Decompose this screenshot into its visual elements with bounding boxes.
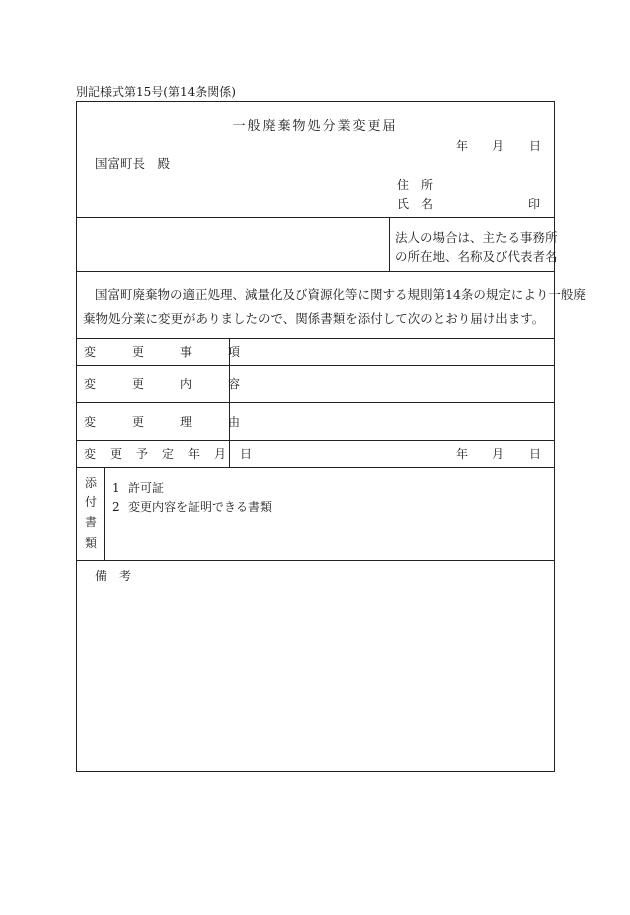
divider-attachments — [76, 560, 555, 561]
divider-row-1 — [76, 365, 555, 366]
row-change-content-label: 変 更 内 容 — [84, 377, 241, 391]
seal-mark: 印 — [528, 197, 541, 211]
form-frame — [76, 101, 555, 772]
name-label: 氏 名 — [397, 197, 434, 211]
attachments-label-char-4: 類 — [85, 536, 98, 550]
divider-header — [76, 217, 555, 218]
statement-line-2: 棄物処分業に変更がありましたので、関係書類を添付して次のとおり届け出ます。 — [83, 311, 545, 326]
row-change-reason-label: 変 更 理 由 — [84, 415, 241, 429]
date-year: 年 — [456, 139, 469, 153]
row-planned-date-label: 変 更 予 定 年 月 日 — [84, 447, 254, 461]
attachment-item-2-number: 2 — [112, 500, 120, 514]
attachment-item-1-text: 許可証 — [128, 481, 165, 495]
corporation-note-line-1: 法人の場合は、主たる事務所 — [395, 230, 558, 245]
divider-corporation-vertical — [389, 217, 390, 271]
divider-row-3 — [76, 440, 555, 441]
divider-corporation — [76, 271, 555, 272]
form-number-label: 別記様式第15号(第14条関係) — [76, 85, 236, 99]
attachment-item-2-text: 変更内容を証明できる書類 — [128, 500, 273, 514]
attachments-label-char-3: 書 — [85, 515, 98, 529]
row-change-item-label: 変 更 事 項 — [84, 345, 241, 359]
date-day: 日 — [529, 139, 542, 153]
attachments-label-char-2: 付 — [85, 495, 98, 509]
date-month: 月 — [492, 139, 505, 153]
remarks-label: 備 考 — [95, 569, 132, 583]
planned-date-month: 月 — [492, 447, 505, 461]
document-title: 一般廃棄物処分業変更届 — [232, 119, 398, 134]
divider-row-4 — [76, 467, 555, 468]
statement-line-1: 国富町廃棄物の適正処理、減量化及び資源化等に関する規則第14条の規定により一般廃 — [95, 287, 586, 302]
corporation-note-line-2: の所在地、名称及び代表者名 — [395, 249, 558, 264]
planned-date-year: 年 — [456, 447, 469, 461]
divider-attachments-vertical — [104, 467, 105, 560]
divider-statement — [76, 338, 555, 339]
planned-date-day: 日 — [529, 447, 542, 461]
attachment-item-1-number: 1 — [112, 481, 120, 495]
addressee: 国富町長 殿 — [95, 156, 171, 171]
attachments-label-char-1: 添 — [85, 476, 98, 490]
divider-row-2 — [76, 402, 555, 403]
address-label: 住 所 — [397, 178, 434, 192]
